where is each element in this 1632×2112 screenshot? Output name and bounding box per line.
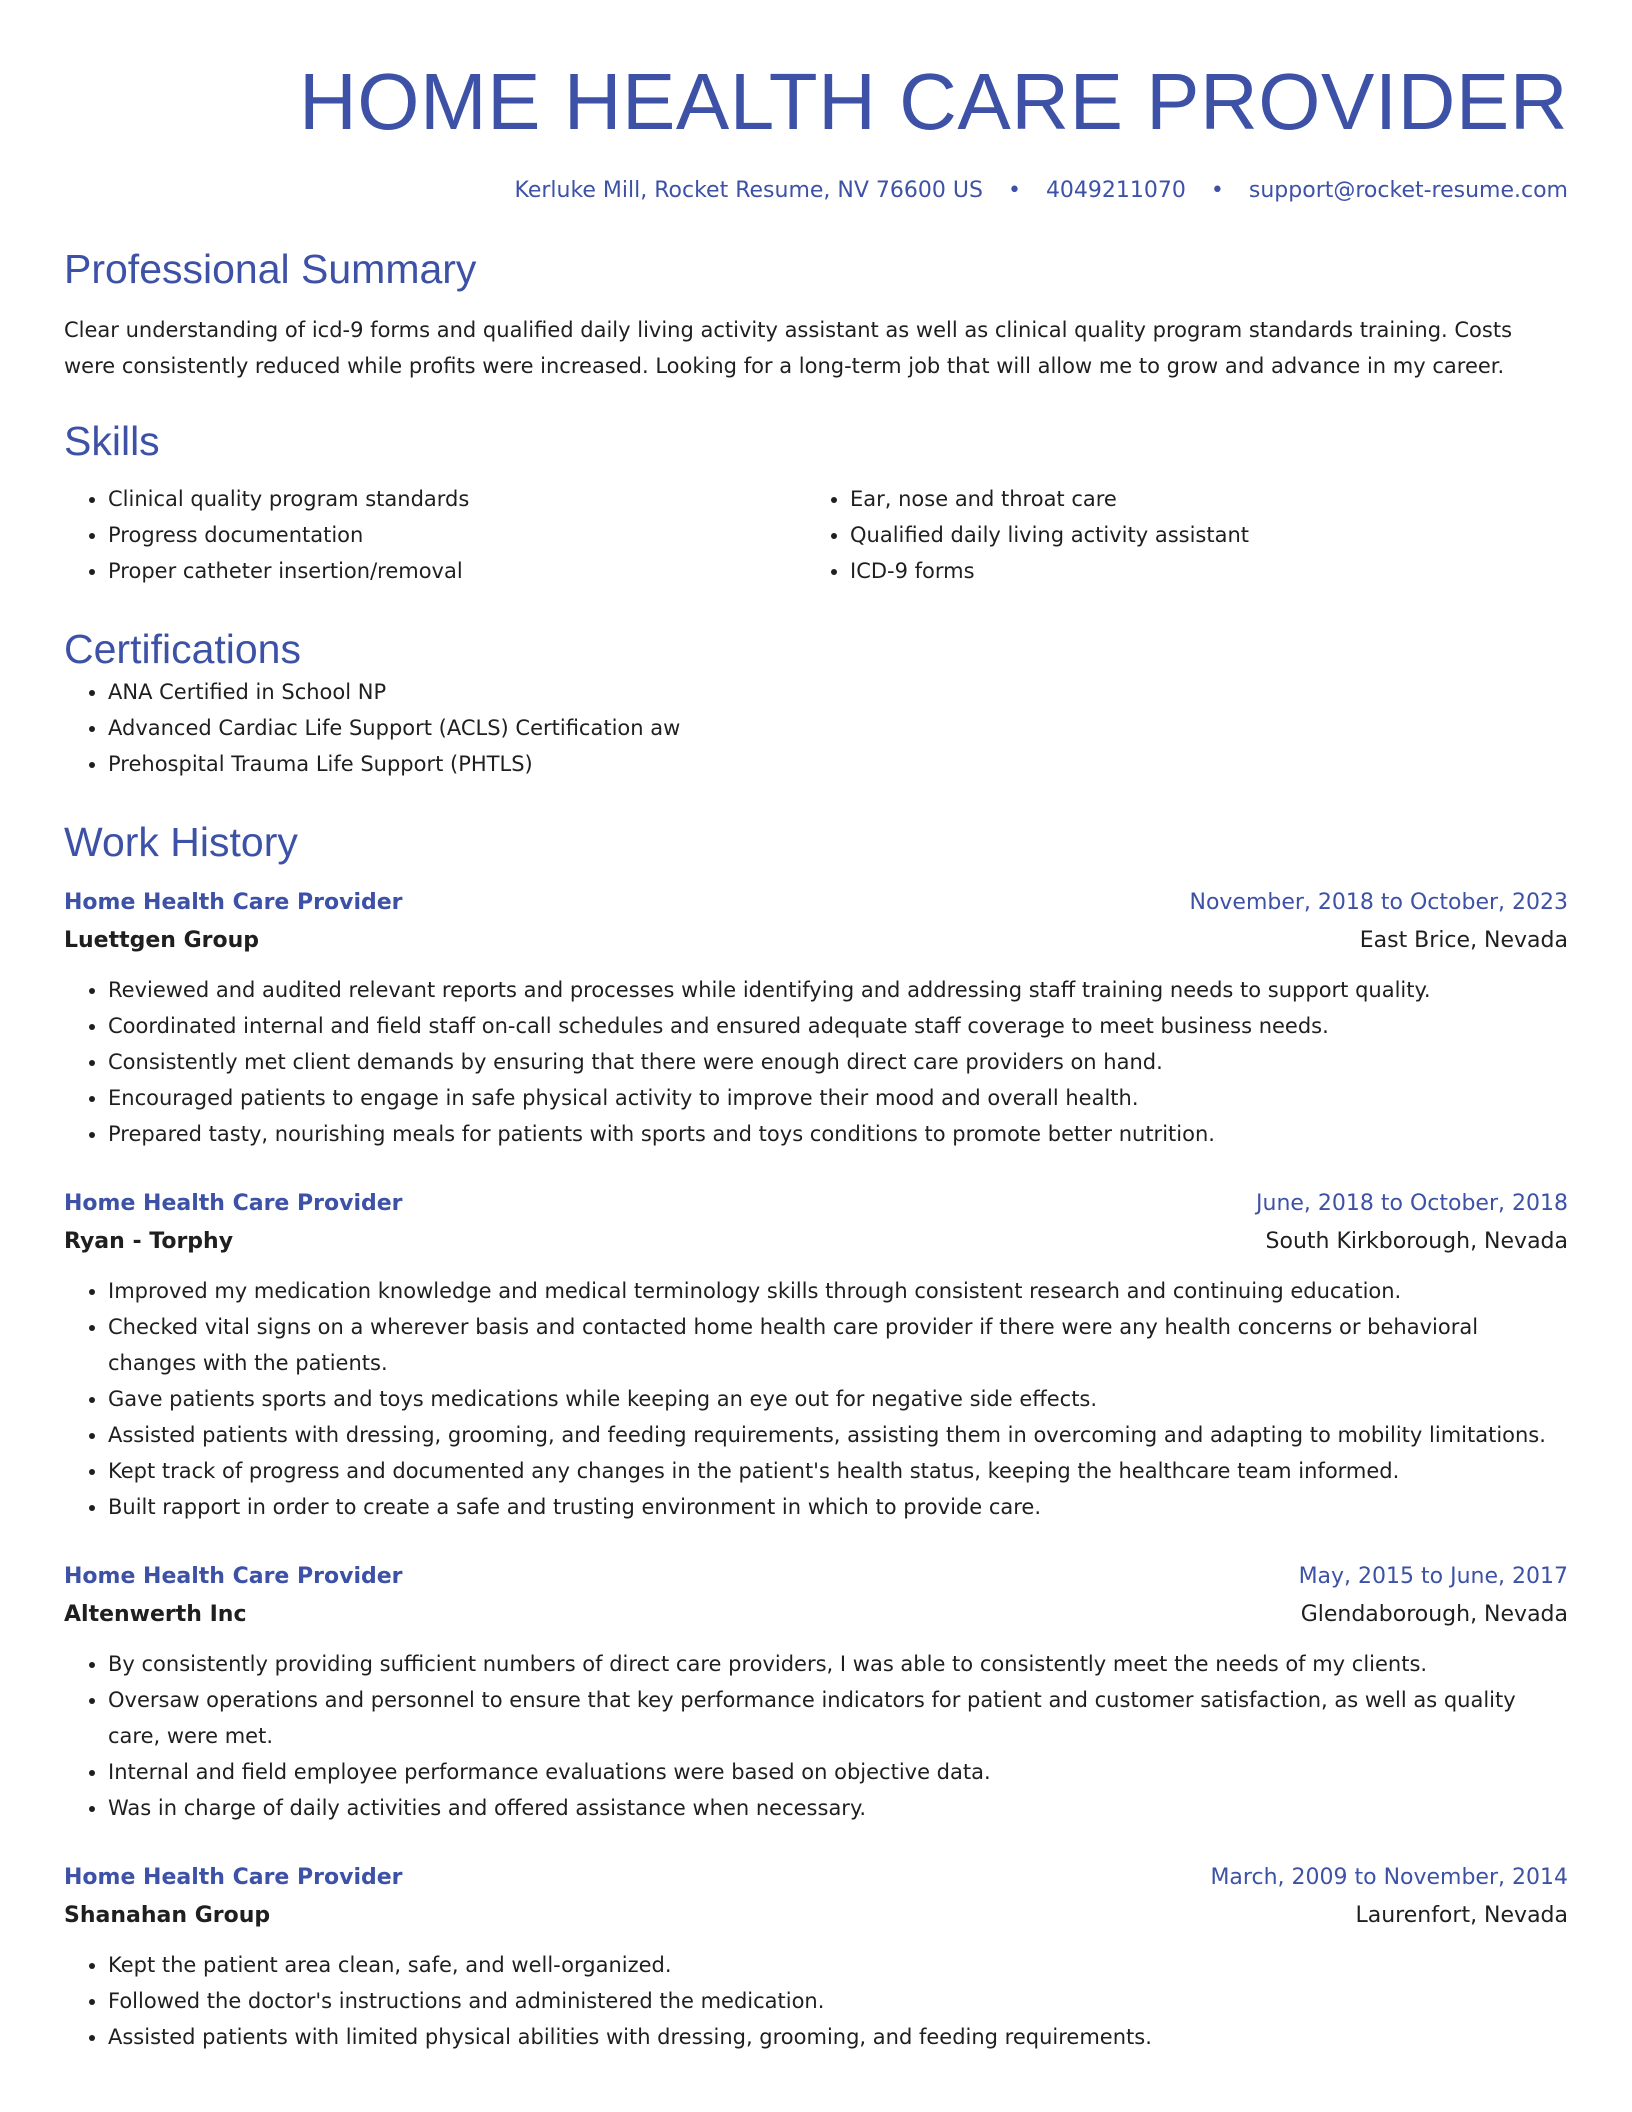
job-location: East Brice, Nevada	[1359, 928, 1568, 953]
contact-email: support@rocket-resume.com	[1248, 178, 1568, 203]
job-duty: • Assisted patients with limited physical abilities with dressing, grooming, and feeding requirements.	[108, 2019, 1568, 2055]
skill-item: • Qualified daily living activity assistant	[850, 517, 1548, 553]
job-duty: • Checked vital signs on a wherever basis and contacted home health care provider if there were any health concerns or behavioral changes with the patients.	[108, 1309, 1568, 1381]
job-company: Ryan - Torphy	[64, 1229, 234, 1254]
job-duty: • Prepared tasty, nourishing meals for patients with sports and toys conditions to promote better nutrition.	[108, 1116, 1568, 1152]
skill-item: • Progress documentation	[108, 517, 806, 553]
job-duty: • Gave patients sports and toys medications while keeping an eye out for negative side effects.	[108, 1381, 1568, 1417]
job-duty: • Kept track of progress and documented any changes in the patient's health status, keeping the healthcare team informed.	[108, 1453, 1568, 1489]
skills-columns	[64, 481, 1568, 589]
job-duty: • Was in charge of daily activities and offered assistance when necessary.	[108, 1790, 1568, 1826]
contact-separator: •	[1210, 178, 1224, 203]
job-entry	[64, 1558, 1568, 1826]
job-company: Shanahan Group	[64, 1903, 271, 1928]
job-dates: March, 2009 to November, 2014	[1210, 1865, 1568, 1890]
candidate-name: HOME HEALTH CARE PROVIDER	[299, 57, 1568, 146]
job-dates: November, 2018 to October, 2023	[1189, 890, 1568, 915]
job-duty: • Internal and field employee performance evaluations were based on objective data.	[108, 1754, 1568, 1790]
job-title-row	[64, 1185, 1568, 1223]
job-duty: • Built rapport in order to create a safe and trusting environment in which to provide care.	[108, 1489, 1568, 1525]
skills-list-left	[64, 481, 806, 589]
resume-header	[64, 0, 1568, 206]
skill-item: • Ear, nose and throat care	[850, 481, 1548, 517]
job-entry	[64, 1185, 1568, 1525]
job-company-row	[64, 1223, 1568, 1261]
contact-separator: •	[1007, 178, 1021, 203]
job-title: Home Health Care Provider	[64, 1865, 403, 1890]
job-duty: • Encouraged patients to engage in safe physical activity to improve their mood and overall health.	[108, 1080, 1568, 1116]
skill-item: • ICD-9 forms	[850, 553, 1548, 589]
work-history-section	[64, 817, 1568, 2055]
skill-item: • Proper catheter insertion/removal	[108, 553, 806, 589]
skills-list-right	[806, 481, 1548, 589]
job-title-row	[64, 1558, 1568, 1596]
job-dates: May, 2015 to June, 2017	[1298, 1564, 1568, 1589]
job-title-row	[64, 1859, 1568, 1897]
job-duty: • Improved my medication knowledge and medical terminology skills through consistent research and continuing education.	[108, 1273, 1568, 1309]
job-company: Altenwerth Inc	[64, 1602, 247, 1627]
job-title-row	[64, 884, 1568, 922]
certifications-heading: Certifications	[64, 626, 301, 672]
work-history-heading: Work History	[64, 819, 298, 865]
job-company: Luettgen Group	[64, 928, 260, 953]
skills-column-right	[806, 481, 1548, 589]
summary-text: Clear understanding of icd-9 forms and qualified daily living activity assistant as well as clinical quality program standards training. Costs were consistently reduced while profits were increased. Looking for a long-term job that will allow me to grow and advance in my career.	[64, 318, 1513, 378]
job-location: South Kirkborough, Nevada	[1265, 1229, 1568, 1254]
summary-heading: Professional Summary	[64, 246, 477, 292]
contact-address: Kerluke Mill, Rocket Resume, NV 76600 US	[514, 178, 983, 203]
job-duties-list	[64, 972, 1568, 1152]
certifications-section	[64, 624, 1568, 782]
contact-line	[64, 176, 1568, 206]
skills-section	[64, 416, 1568, 589]
job-title: Home Health Care Provider	[64, 1191, 403, 1216]
certification-item: • ANA Certified in School NP	[108, 674, 1568, 710]
job-duty: • Oversaw operations and personnel to ensure that key performance indicators for patient and customer satisfaction, as well as quality care, were met.	[108, 1682, 1568, 1754]
job-company-row	[64, 1897, 1568, 1935]
job-title: Home Health Care Provider	[64, 890, 403, 915]
job-duty: • Reviewed and audited relevant reports and processes while identifying and addressing staff training needs to support quality.	[108, 972, 1568, 1008]
certifications-list	[64, 674, 1568, 782]
job-location: Laurenfort, Nevada	[1355, 1903, 1568, 1928]
job-duty: • By consistently providing sufficient numbers of direct care providers, I was able to consistently meet the needs of my clients.	[108, 1646, 1568, 1682]
job-duty: • Followed the doctor's instructions and administered the medication.	[108, 1983, 1568, 2019]
job-duty: • Assisted patients with dressing, grooming, and feeding requirements, assisting them in overcoming and adapting to mobility limitations.	[108, 1417, 1568, 1453]
job-duties-list	[64, 1273, 1568, 1525]
job-duty: • Kept the patient area clean, safe, and well-organized.	[108, 1947, 1568, 1983]
job-dates: June, 2018 to October, 2018	[1256, 1191, 1568, 1216]
certification-item: • Prehospital Trauma Life Support (PHTLS)	[108, 746, 1568, 782]
job-duties-list	[64, 1947, 1568, 2055]
job-title: Home Health Care Provider	[64, 1564, 403, 1589]
certification-item: • Advanced Cardiac Life Support (ACLS) Certification aw	[108, 710, 1568, 746]
job-location: Glendaborough, Nevada	[1300, 1602, 1568, 1627]
contact-phone: 4049211070	[1045, 178, 1186, 203]
skills-heading: Skills	[64, 418, 160, 464]
summary-section	[64, 244, 1568, 384]
job-entry	[64, 1859, 1568, 2055]
job-duty: • Coordinated internal and field staff on-call schedules and ensured adequate staff coverage to meet business needs.	[108, 1008, 1568, 1044]
job-entry	[64, 884, 1568, 1152]
job-duty: • Consistently met client demands by ensuring that there were enough direct care providers on hand.	[108, 1044, 1568, 1080]
job-company-row	[64, 1596, 1568, 1634]
job-company-row	[64, 922, 1568, 960]
skills-column-left	[64, 481, 806, 589]
skill-item: • Clinical quality program standards	[108, 481, 806, 517]
job-duties-list	[64, 1646, 1568, 1826]
